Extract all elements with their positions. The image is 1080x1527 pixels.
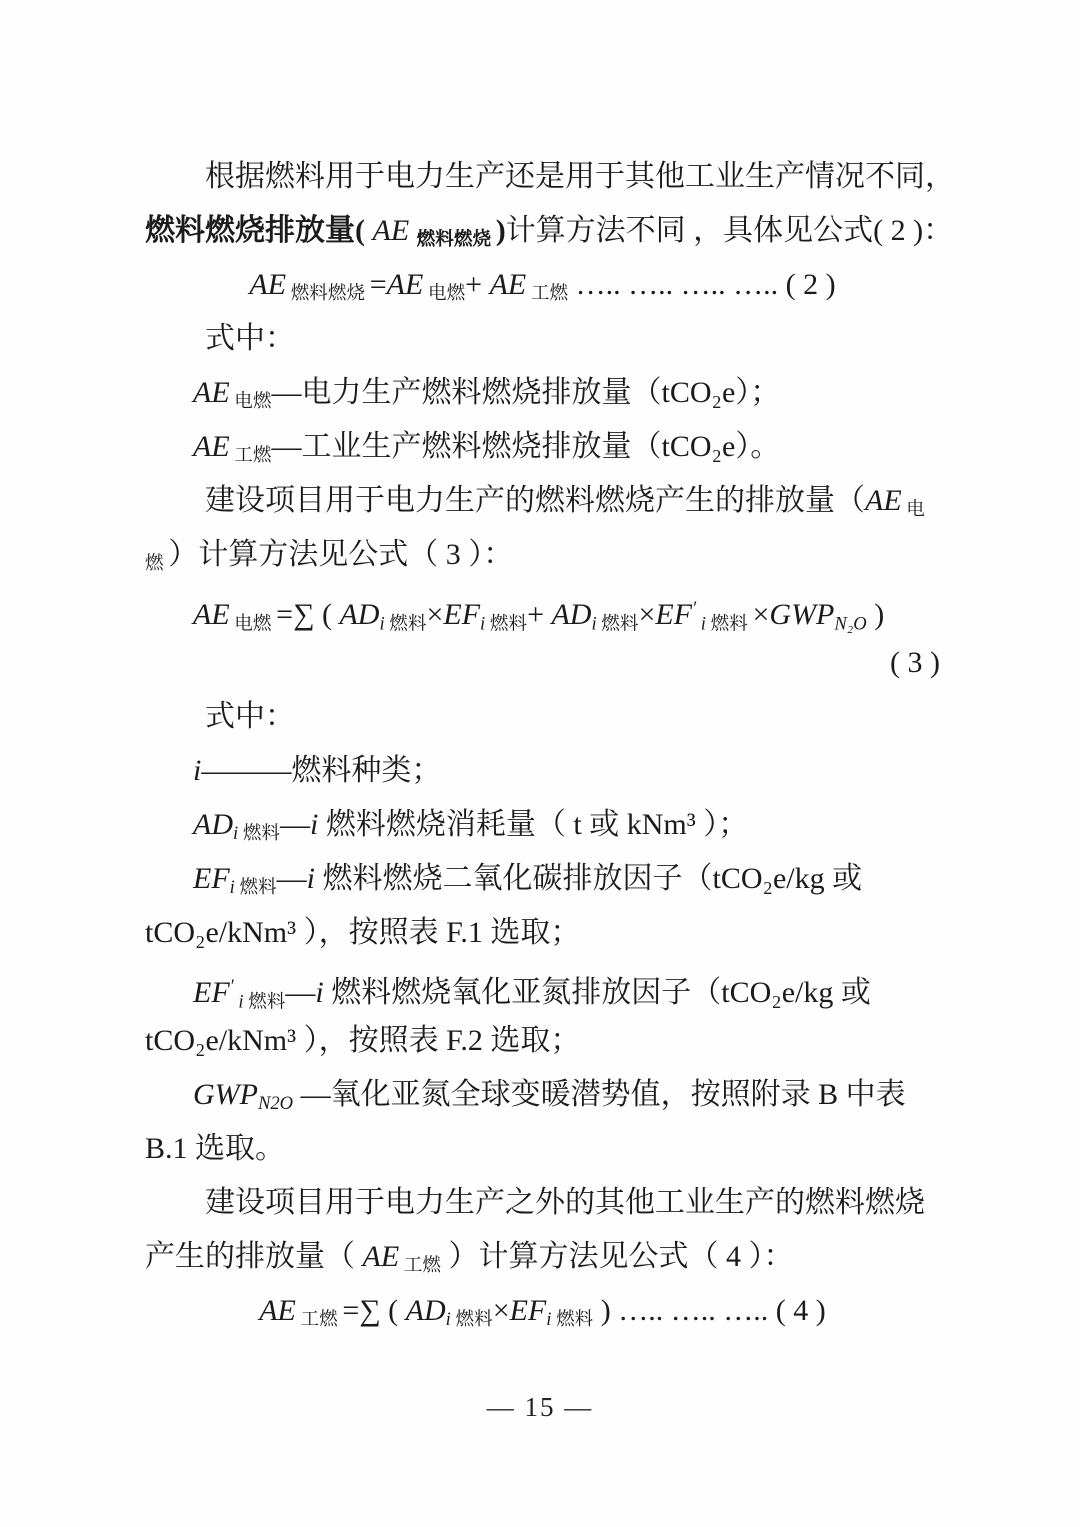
text-segment: i — [229, 877, 235, 899]
definition-ef-line-1 — [145, 852, 940, 906]
text-segment: B.1 选取。 — [145, 1132, 286, 1165]
text-segment: 产生的排放量（ — [145, 1240, 363, 1273]
text-segment: 电燃 — [229, 613, 277, 635]
text-segment: 根据燃料用于电力生产还是用于其他工业生产情况不同， — [205, 160, 955, 193]
paragraph-intro-line-2 — [145, 204, 954, 258]
text-segment: ———燃料种类； — [201, 754, 442, 787]
text-segment: AD — [339, 598, 380, 632]
text-segment: —工业生产燃料燃烧排放量（tCO₂e）。 — [271, 430, 781, 463]
text-segment: 燃料燃烧排放量( — [145, 214, 365, 247]
where-clause-1 — [145, 312, 940, 366]
paragraph-power-line-2 — [145, 528, 940, 582]
text-segment: AE — [249, 268, 287, 301]
text-segment: + — [465, 268, 490, 301]
text-segment: 燃料 — [234, 877, 277, 899]
text-segment: AE — [193, 598, 230, 632]
text-segment: i — [233, 991, 244, 1013]
text-segment: tCO₂e/kNm³ ），按照表 F.1 选取； — [145, 916, 581, 949]
text-segment: 建设项目用于电力生产的燃料燃烧产生的排放量（ — [205, 484, 865, 517]
text-segment: i — [480, 613, 486, 635]
text-segment: ）计算方法见公式（ 3 ）： — [168, 538, 514, 571]
text-segment: i — [193, 754, 202, 787]
text-segment: GWP — [769, 598, 835, 632]
text-segment: AE — [193, 430, 230, 463]
text-segment: 工燃 — [526, 283, 569, 305]
text-segment: × — [492, 1294, 510, 1327]
text-segment: i — [306, 862, 316, 895]
text-segment: 工燃 — [399, 1255, 441, 1277]
text-segment: —电力生产燃料燃烧排放量（tCO₂e）； — [271, 376, 781, 409]
text-segment: =∑ ( — [276, 598, 340, 632]
paragraph-industry-line-1 — [145, 1176, 940, 1230]
text-segment: 燃料 — [596, 613, 639, 635]
text-segment: EF — [655, 598, 693, 632]
text-segment: × — [638, 598, 656, 632]
text-segment: ) ….. ….. ….. ( 4 ) — [593, 1294, 826, 1327]
text-segment: =∑ ( — [342, 1294, 406, 1327]
text-segment: 工燃 — [295, 1309, 343, 1331]
text-segment: 式中： — [205, 700, 295, 733]
definition-ae-dianran — [145, 366, 940, 420]
text-segment: 式中： — [205, 322, 295, 355]
text-segment: ….. ….. ….. ….. ( 2 ) — [568, 268, 836, 301]
text-segment: 燃料 — [705, 613, 753, 635]
text-segment: 电燃 — [423, 283, 466, 305]
text-segment: EF — [509, 1294, 547, 1327]
text-segment: ( 3 ) — [890, 646, 940, 679]
definition-i — [145, 744, 940, 798]
text-segment: i — [591, 613, 597, 635]
text-segment: AD — [193, 808, 233, 841]
text-segment: 电燃 — [229, 391, 272, 413]
text-segment: AE — [259, 1294, 296, 1327]
definition-ad — [145, 798, 940, 852]
text-segment: i — [315, 976, 324, 1010]
text-segment: — — [285, 976, 316, 1010]
text-segment: 建设项目用于电力生产之外的其他工业生产的燃料燃烧 — [205, 1186, 925, 1219]
text-segment: 燃料 — [485, 613, 528, 635]
text-segment: AD — [405, 1294, 446, 1327]
definition-gwp-line-2 — [145, 1122, 940, 1176]
text-segment: tCO₂e/kNm³ ），按照表 F.2 选取； — [145, 1024, 581, 1057]
text-segment: 燃料燃烧氧化亚氮排放因子（tCO₂e/kg 或 — [323, 976, 871, 1010]
text-segment: AD — [551, 598, 592, 632]
text-segment: 燃料燃烧消耗量（ t 或 kNm³ ）； — [318, 808, 749, 841]
text-segment: ′ — [692, 598, 697, 619]
text-segment: AE — [365, 214, 417, 247]
where-clause-2 — [145, 690, 940, 744]
text-segment: 燃料 — [450, 1309, 493, 1331]
page-number: — 15 — — [486, 1392, 594, 1422]
text-segment: 燃料燃烧二氧化碳排放因子（tCO₂e/kg 或 — [315, 862, 863, 895]
text-segment: 电 — [901, 499, 925, 521]
text-segment: EF — [443, 598, 481, 632]
text-segment: i — [445, 1309, 451, 1331]
text-segment: 燃料 — [384, 613, 427, 635]
text-segment: N2O — [257, 1093, 294, 1115]
text-segment: = — [369, 268, 387, 301]
text-segment: EF — [193, 976, 230, 1010]
text-segment: ′ — [229, 976, 234, 997]
formula-3 — [145, 582, 940, 636]
text-segment: 燃料燃烧 — [286, 283, 370, 305]
text-segment: 燃料 — [551, 1309, 594, 1331]
definition-ef-prime-line-2 — [145, 1014, 940, 1068]
text-segment: 工燃 — [229, 445, 272, 467]
document-body — [145, 150, 955, 1338]
paragraph-industry-line-2 — [145, 1230, 940, 1284]
text-segment: — — [276, 862, 307, 895]
text-segment: i — [379, 613, 385, 635]
text-segment: AE — [362, 1240, 400, 1273]
text-segment: GWP — [193, 1078, 258, 1111]
formula-2 — [145, 258, 940, 312]
text-segment: × — [426, 598, 444, 632]
text-segment: 燃料燃烧 — [416, 229, 496, 251]
definition-ae-gongran — [145, 420, 940, 474]
text-segment: 燃料 — [238, 823, 281, 845]
text-segment: — — [280, 808, 311, 841]
text-segment: —氧化亚氮全球变暖潜势值，按照附录 B 中表 — [293, 1078, 906, 1111]
text-segment: ) — [495, 214, 506, 247]
formula-4 — [145, 1284, 940, 1338]
text-segment: × — [752, 598, 770, 632]
text-segment: + — [527, 598, 552, 632]
text-segment: ）计算方法见公式（ 4 ）： — [441, 1240, 794, 1273]
text-segment: AE — [865, 484, 902, 517]
text-segment: AE — [386, 268, 424, 301]
paragraph-power-line-1 — [145, 474, 940, 528]
text-segment: ) — [866, 598, 885, 632]
text-segment: i — [696, 613, 706, 635]
formula-3-number — [145, 636, 940, 690]
text-segment: i — [233, 823, 239, 845]
text-segment: 计算方法不同 ，具体见公式( 2 )： — [505, 214, 954, 247]
text-segment: N₂O — [834, 613, 867, 635]
text-segment: 燃料 — [243, 991, 286, 1013]
text-segment: i — [310, 808, 319, 841]
text-segment: i — [546, 1309, 552, 1331]
text-segment: AE — [193, 376, 230, 409]
text-segment: AE — [489, 268, 527, 301]
definition-ef-line-2 — [145, 906, 940, 960]
text-segment: 燃 — [145, 553, 169, 575]
text-segment: EF — [193, 862, 230, 895]
definition-ef-prime-line-1 — [145, 960, 940, 1014]
paragraph-intro-line-1 — [145, 150, 955, 204]
definition-gwp-line-1 — [145, 1068, 940, 1122]
